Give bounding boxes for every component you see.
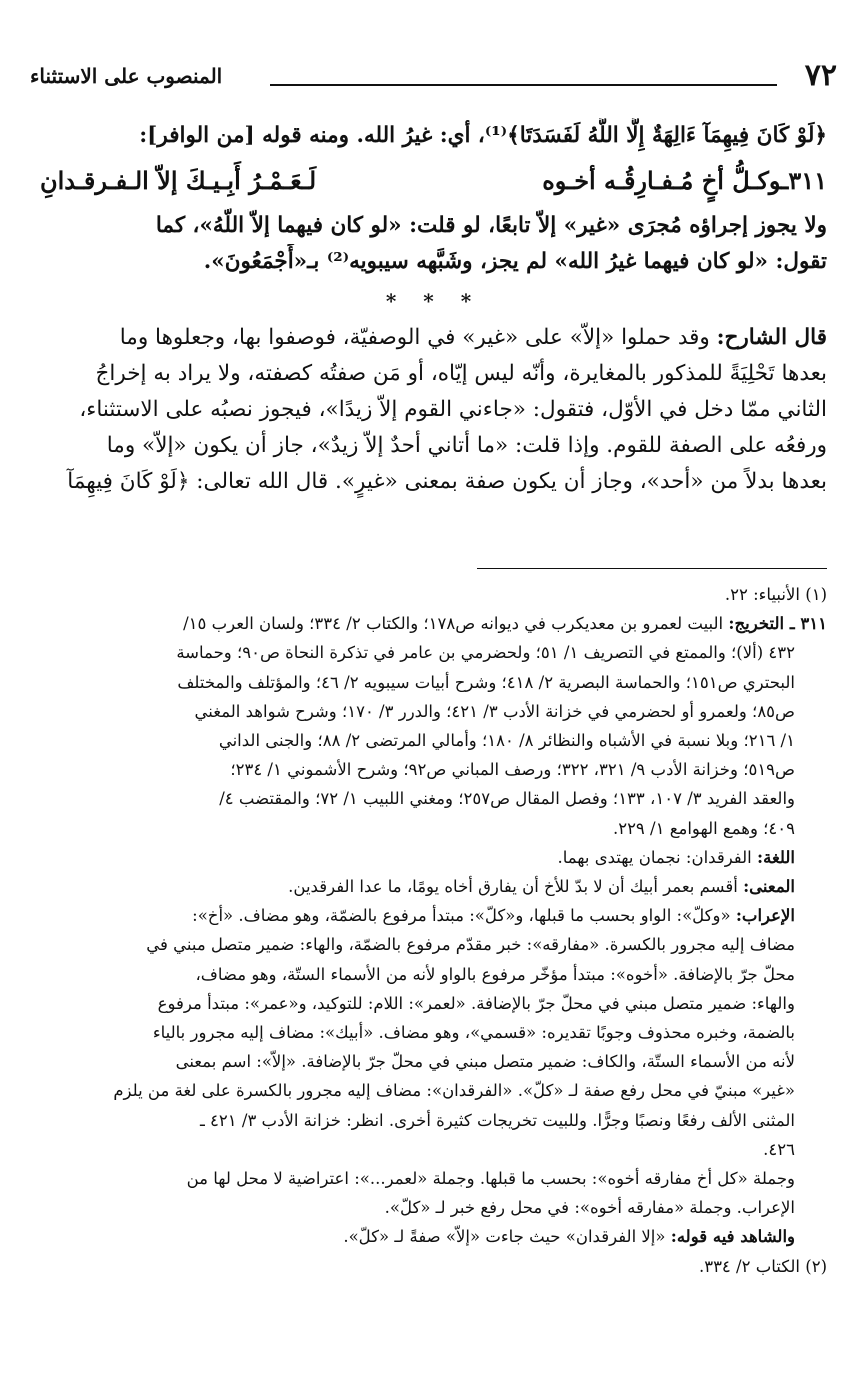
jumla-line: وجملة «كل أخ مفارقه أخوه»: بحسب ما قبلها. وجملة «لعمر...»: اعتراضية لا محل لها من: [186, 1169, 795, 1189]
irab-line: بالضمة، وخبره محذوف وجوبًا تقديره: «قسمي»، وهو مضاف. «أبيك»: مضاف إليه مجرور بالياء: [152, 1023, 795, 1043]
mana-label: المعنى:: [743, 877, 795, 897]
quran-citation-line: ﴿لَوْ كَانَ فِيهِمَآ ءَالِهَةٌ إِلَّا اللَّهُ لَفَسَدَتَا﴾⁽¹⁾، أي: غيرُ الله. ومنه قوله [من الوافر]:: [139, 123, 827, 148]
takhrij-line: ٤٠٩؛ وهمع الهوامع ١/ ٢٢٩.: [612, 818, 795, 838]
verse-311: [40, 158, 827, 204]
takhrij-label: ٣١١ ـ التخريج:: [728, 614, 827, 634]
verse-number: ٣١١ـ: [781, 166, 827, 195]
text-line: ولا يجوز إجراؤه مُجرَى «غير» إلاّ تابعًا، لو قلت: «لو كان فيهما إلاّ اللّهُ»، كما: [155, 213, 827, 238]
irab-line: محلّ جرّ بالإضافة. «أخوه»: مبتدأ مؤخّر مرفوع بالواو لأنه من الأسماء الستّة، وهو مضاف،: [195, 964, 795, 984]
irab-line: الإعراب: «وكلّ»: الواو بحسب ما قبلها، و«كلّ»: مبتدأ مرفوع بالضمّة، وهو مضاف. «أخ»:: [192, 906, 795, 926]
irab-line: والهاء: ضمير متصل مبني في محلّ جرّ بالإضافة. «لعمر»: اللام: للتوكيد، و«عمر»: مبتدأ مرفوع: [157, 993, 795, 1013]
page-number: ٧٢: [804, 58, 837, 93]
commentary-line: بعدها بدلاً من «أحد»، وجاز أن يكون صفة بمعنى «غيرٍ». قال الله تعالى: ﴿لَوْ كَانَ فِيهِمَآ: [67, 469, 827, 494]
irab-line: ٤٢٦.: [763, 1139, 795, 1159]
commentary-line: قال الشارح: وقد حملوا «إلاّ» على «غير» في الوصفيّة، فوصفوا بها، وجعلوها وما: [119, 325, 827, 350]
irab-line: المثنى الألف رفعًا ونصبًا وجرًّا. وللبيت تخريجات كثيرة أخرى. انظر: خزانة الأدب ٣/ ٤٢١ ـ: [199, 1110, 795, 1130]
footnote-1: (١) الأنبياء: ٢٢.: [724, 585, 827, 604]
lugha-label: اللغة:: [757, 847, 795, 867]
main-text: [40, 118, 827, 500]
takhrij-line: البحتري ص١٥١؛ والحماسة البصرية ٢/ ٤١٨؛ وشرح أبيات سيبويه ٢/ ٤٦؛ والمؤتلف والمختلف: [177, 672, 795, 692]
verse-first-hemistich: ٣١١ـوكـلُّ أخٍ مُـفـارِقُـه أخـوه: [542, 166, 827, 195]
commentary-line: الثاني ممّا دخل في الأوّل، فتقول: «جاءني القوم إلاّ زيدًا»، فيجوز نصبُه على الاستثناء،: [79, 397, 827, 422]
footnote-rule: [477, 568, 827, 569]
section-separator: * * *: [385, 289, 482, 313]
takhrij-line: ١/ ٢١٦؛ وبلا نسبة في الأشباه والنظائر ٨/ ١٨٠؛ وأمالي المرتضى ٢/ ٨٨؛ والجنى الداني: [218, 731, 795, 751]
takhrij-line: ص٨٥؛ ولعمرو أو لحضرمي في خزانة الأدب ٣/ ٤٢١؛ والدرر ٣/ ١٧٠؛ وشرح شواهد المغني: [194, 701, 795, 721]
running-title: المنصوب على الاستثناء: [30, 64, 223, 88]
takhrij-line: ص٥١٩؛ وخزانة الأدب ٩/ ٣٢١، ٣٢٢؛ ورصف المباني ص٩٢؛ وشرح الأشموني ١/ ٢٣٤؛: [230, 760, 795, 780]
irab-label: الإعراب:: [735, 906, 795, 926]
mana-line: المعنى: أقسم بعمر أبيك أن لا بدّ للأخ أن يفارق أخاه يومًا، ما عدا الفرقدين.: [288, 877, 795, 897]
shahid-label: والشاهد فيه قوله:: [670, 1227, 795, 1247]
takhrij-line: ٣١١ ـ التخريج: البيت لعمرو بن معديكرب في ديوانه ص١٧٨؛ والكتاب ٢/ ٣٣٤؛ ولسان العرب ١٥/: [183, 614, 827, 634]
jumla-line: الإعراب. وجملة «مفارقه أخوه»: في محل رفع خبر لـ «كلّ».: [384, 1198, 795, 1218]
shahid-line: والشاهد فيه قوله: «إلا الفرقدان» حيث جاءت «إلاّ» صفةً لـ «كلّ».: [343, 1227, 795, 1247]
irab-line: «غير» مبنيّ في محل رفع صفة لـ «كلّ». «الفرقدان»: مضاف إليه مجرور بالكسرة على لغة من يلزم: [113, 1081, 795, 1101]
commentary-line: بعدها تَحْلِيَةً للمذكور بالمغايرة، وأنّه ليس إيّاه، أو مَن صفتُه كصفته، ولا يراد به إخراجُ: [95, 361, 827, 386]
irab-line: مضاف إليه مجرور بالكسرة. «مفارقه»: خبر مقدّم مرفوع بالضمّة، والهاء: ضمير متصل مبني في: [146, 935, 795, 955]
commentary-line: ورفعُه على الصفة للقوم. وإذا قلت: «ما أتاني أحدٌ إلاّ زيدٌ»، جاز أن يكون «إلاّ» وما: [106, 433, 827, 458]
irab-line: لأنه من الأسماء الستّة، والكاف: ضمير متصل مبني في محلّ جرّ بالإضافة. «إلاّ»: اسم بمعنى: [175, 1052, 795, 1072]
footnotes: [40, 580, 827, 1281]
takhrij-line: ٤٣٢ (ألا)؛ والممتع في التصريف ١/ ٥١؛ ولحضرمي بن عامر في تذكرة النحاة ص٩٠؛ وحماسة: [176, 643, 795, 663]
lugha-line: اللغة: الفرقدان: نجمان يهتدى بهما.: [557, 847, 795, 867]
footnote-2: (٢) الكتاب ٢/ ٣٣٤.: [698, 1256, 827, 1276]
header-rule: [270, 84, 777, 86]
verse-second-hemistich: لَـعَـمْـرُ أَبِـيـكَ إلاّ الـفـرقـدانِ: [40, 166, 317, 195]
takhrij-line: والعقد الفريد ٣/ ١٠٧، ١٣٣؛ وفصل المقال ص٢٥٧؛ ومغني اللبيب ١/ ٧٢؛ والمقتضب ٤/: [219, 789, 795, 809]
text-line: تقول: «لو كان فيهما غيرُ الله» لم يجز، وشَبَّهه سيبويه⁽²⁾ بـ«أَجْمَعُونَ».: [203, 249, 827, 274]
commentary-label: قال الشارح:: [716, 325, 827, 350]
running-header: [30, 58, 837, 98]
